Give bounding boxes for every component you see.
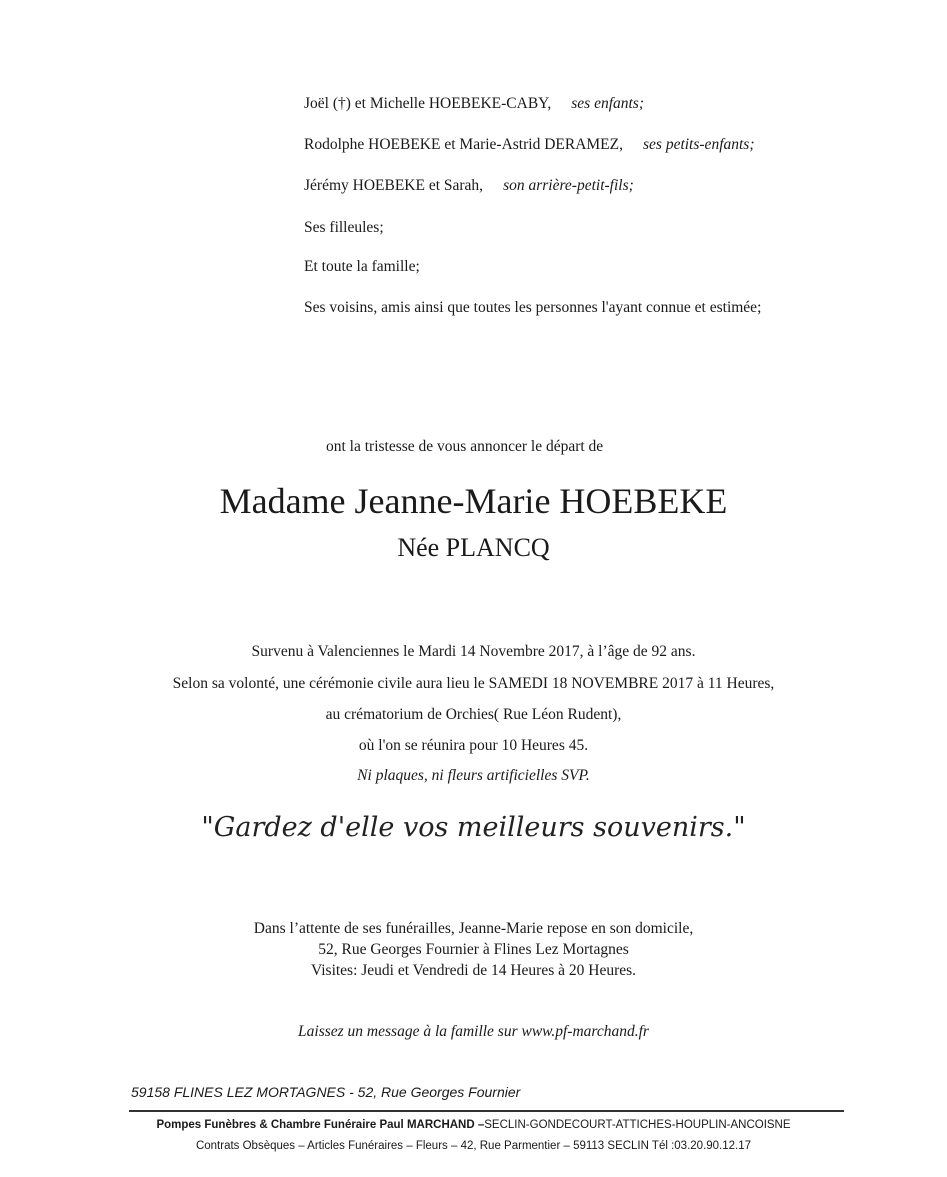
company-name: Pompes Funèbres & Chambre Funéraire Paul MARCHAND – [156,1119,485,1131]
family-role: ses petits-enfants; [643,136,755,153]
family-names: Jérémy HOEBEKE et Sarah, [304,177,484,194]
rest-line-2: 52, Rue Georges Fournier à Flines Lez Mortagnes [318,941,629,958]
family-line-grandchildren [304,136,755,154]
footer-address: 59158 FLINES LEZ MORTAGNES - 52, Rue Georges Fournier [131,1084,521,1100]
ceremony-place: au crématorium de Orchies( Rue Léon Rudent), [325,706,622,723]
footer-divider [129,1110,844,1112]
announcement-text: ont la tristesse de vous annoncer le départ de [326,438,604,455]
footer-company-line [0,1119,947,1131]
meeting-time: où l'on se réunira pour 10 Heures 45. [358,737,589,754]
footer-services: Contrats Obsèques – Articles Funéraires – Fleurs – 42, Rue Parmentier – 59113 SECLIN Tél :03.20.90.12.17 [195,1140,752,1152]
rest-line-3: Visites: Jeudi et Vendredi de 14 Heures à 20 Heures. [310,962,637,979]
family-names: Joël (†) et Michelle HOEBEKE-CABY, [304,95,552,112]
deceased-name: Madame Jeanne-Marie HOEBEKE [219,481,728,521]
death-details: Survenu à Valenciennes le Mardi 14 Novembre 2017, à l’âge de 92 ans. [251,643,696,660]
rest-line-1: Dans l’attente de ses funérailles, Jeanne-Marie repose en son domicile, [253,920,694,937]
family-line-whole-family: Et toute la famille; [304,258,420,275]
family-line-neighbors: Ses voisins, amis ainsi que toutes les personnes l'ayant connue et estimée; [304,299,762,316]
family-names: Rodolphe HOEBEKE et Marie-Astrid DERAMEZ, [304,136,623,153]
memorial-quote: "Gardez d'elle vos meilleurs souvenirs." [201,812,746,843]
family-role: son arrière-petit-fils; [503,177,634,194]
ceremony-details: Selon sa volonté, une cérémonie civile aura lieu le SAMEDI 18 NOVEMBRE 2017 à 11 Heures, [172,675,775,692]
family-line-goddaughters: Ses filleules; [304,219,384,236]
family-role: ses enfants; [571,95,645,112]
family-line-great-grandchild [304,177,634,195]
deceased-maiden-name: Née PLANCQ [397,533,550,562]
family-line-children [304,95,644,113]
no-flowers-note: Ni plaques, ni fleurs artificielles SVP. [357,767,590,784]
company-locations: SECLIN-GONDECOURT-ATTICHES-HOUPLIN-ANCOISNE [484,1119,791,1131]
online-message-note: Laissez un message à la famille sur www.pf-marchand.fr [298,1023,649,1040]
